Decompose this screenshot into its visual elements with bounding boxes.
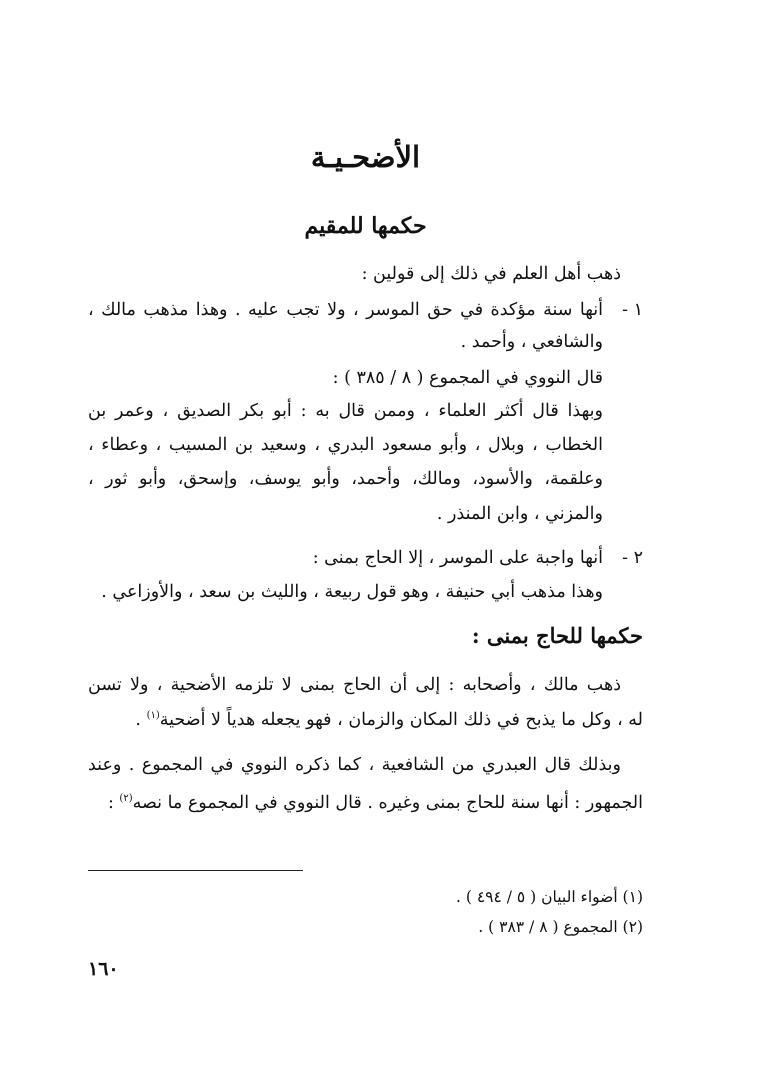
footnote-1: (١) أضواء البيان ( ٥ / ٤٩٤ ) . <box>456 888 643 906</box>
opinion-2-line-2: وهذا مذهب أبي حنيفة ، وهو قول ربيعة ، والليث بن سعد ، والأوزاعي . <box>101 582 603 602</box>
pilgrim-para-2-line-2: الجمهور : أنها سنة للحاج بمنى وغيره . قال النووي في المجموع ما نصه$^{(٢)}$ : <box>107 792 643 813</box>
opinion-1-line-2: والشافعي ، وأحمد . <box>460 332 603 352</box>
intro-line: ذهب أهل العلم في ذلك إلى قولين : <box>361 264 621 284</box>
footnote-ref-2[interactable]: (٢) <box>119 793 133 804</box>
item-number-1: ١ - <box>622 300 643 320</box>
section-heading-pilgrim: حكمها للحاج بمنى : <box>471 623 643 648</box>
quote-line-1: وبهذا قال أكثر العلماء ، وممن قال به : أبو بكر الصديق ، وعمر بن <box>88 401 603 421</box>
quote-line-2: الخطاب ، وبلال ، وأبو مسعود البدري ، وسعيد بن المسيب ، وعطاء ، <box>88 435 603 455</box>
quote-intro: قال النووي في المجموع ( ٨ / ٣٨٥ ) : <box>332 368 603 388</box>
pilgrim-para-1-line-1: ذهب مالك ، وأصحابه : إلى أن الحاج بمنى لا تلزمه الأضحية ، ولا تسن <box>88 675 621 695</box>
quote-line-4: والمزني ، وابن المنذر . <box>436 504 603 524</box>
opinion-2-line-1: أنها واجبة على الموسر ، إلا الحاج بمنى : <box>312 548 603 568</box>
opinion-1-line-1: أنها سنة مؤكدة في حق الموسر ، ولا تجب عليه . وهذا مذهب مالك ، <box>88 300 603 320</box>
footnote-ref-1[interactable]: (١) <box>146 710 160 721</box>
pilgrim-para-1-line-2: له ، وكل ما يذبح في ذلك المكان والزمان ، فهو يجعله هدياً لا أضحية$^{(١)}$ . <box>135 709 643 730</box>
page-title: الأضحـيـة <box>310 140 421 174</box>
footnote-divider <box>88 870 303 871</box>
item-number-2: ٢ - <box>622 548 643 568</box>
book-page <box>88 0 643 1075</box>
footnote-2: (٢) المجموع ( ٨ / ٣٨٣ ) . <box>478 918 643 936</box>
page-number: ١٦٠ <box>88 958 119 980</box>
section-heading-resident: حكمها للمقيم <box>304 213 427 239</box>
quote-line-3: وعلقمة، والأسود، ومالك، وأحمد، وأبو يوسف، وإسحق، وأبو ثور ، <box>88 469 603 489</box>
pilgrim-para-2-line-1: وبذلك قال العبدري من الشافعية ، كما ذكره النووي في المجموع . وعند <box>88 755 621 775</box>
